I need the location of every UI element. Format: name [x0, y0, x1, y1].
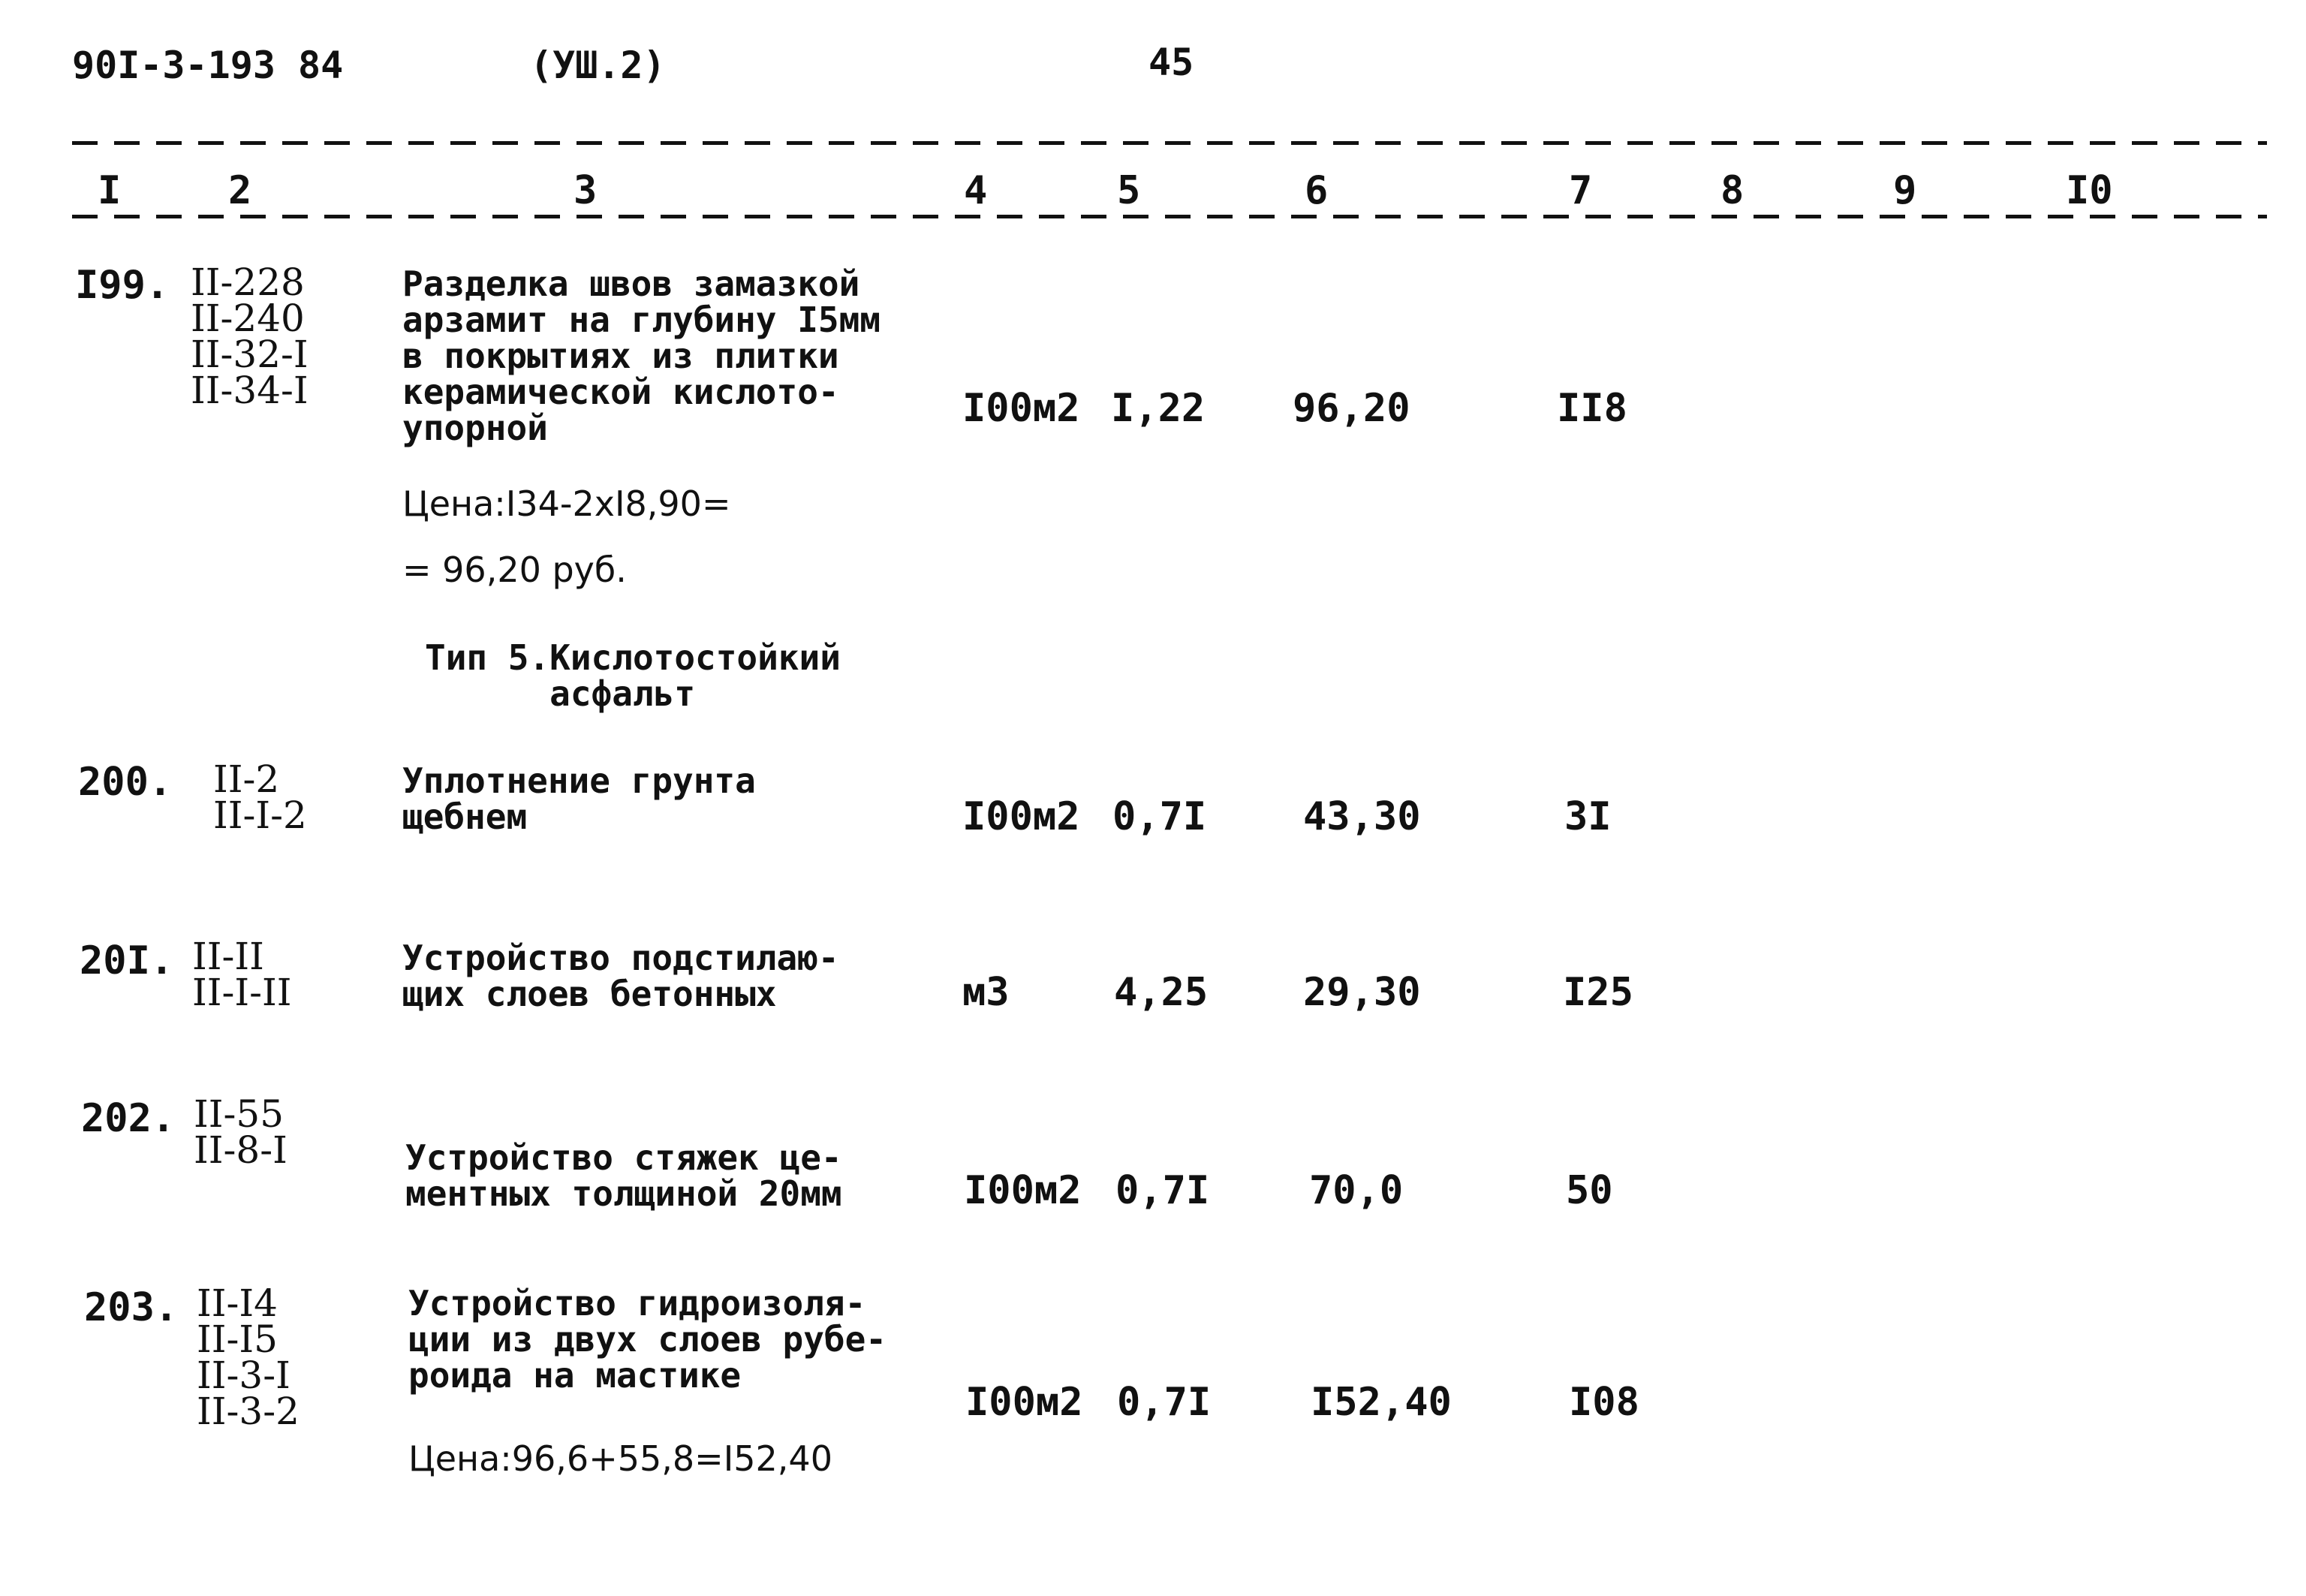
header-rule-top: [72, 141, 2267, 145]
quantity: 0,7I: [1117, 1380, 1212, 1425]
work-description: Устройство подстилаю- щих слоев бетонных: [402, 938, 839, 1014]
album-label: (УШ.2): [530, 44, 666, 87]
norm-codes: II-2 II-I-2: [213, 757, 307, 837]
row-number: 200.: [78, 760, 173, 805]
work-description: Устройство стяжек це- ментных толщиной 20мм: [405, 1137, 842, 1214]
norm-codes: II-II II-I-II: [192, 935, 292, 1014]
work-description: Разделка швов замазкой арзамит на глубину I5мм в покрытиях из плитки керамической кислото- упорной: [402, 263, 881, 448]
column-header-10: I0: [2066, 168, 2113, 213]
unit: I00м2: [962, 794, 1080, 839]
header-rule-bottom: [72, 215, 2267, 218]
section-title: Тип 5.Кислотостойкий асфальт: [425, 637, 841, 714]
column-header-9: 9: [1893, 168, 1917, 213]
norm-codes: II-228 II-240 II-32-I II-34-I: [191, 260, 309, 412]
column-header-4: 4: [964, 168, 988, 213]
price-calculation: Цена:I34-2xI8,90=: [402, 483, 731, 524]
unit: I00м2: [964, 1168, 1082, 1213]
work-description: Устройство гидроизоля- ции из двух слоев рубе- роида на мастике: [408, 1283, 887, 1396]
norm-codes: II-55 II-8-I: [194, 1092, 287, 1172]
row-number: 202.: [81, 1096, 176, 1141]
labor-cost: 50: [1566, 1168, 1613, 1213]
quantity: 0,7I: [1112, 794, 1207, 839]
column-header-1: I: [98, 168, 122, 213]
unit-price: I52,40: [1311, 1380, 1452, 1425]
unit-price: 96,20: [1293, 386, 1410, 431]
row-number: I99.: [75, 263, 170, 308]
page-number: 45: [1148, 41, 1194, 84]
labor-cost: II8: [1557, 386, 1627, 431]
quantity: I,22: [1111, 386, 1206, 431]
column-header-3: 3: [573, 168, 598, 213]
column-header-6: 6: [1305, 168, 1329, 213]
column-header-2: 2: [228, 168, 252, 213]
labor-cost: 3I: [1564, 794, 1612, 839]
quantity: 4,25: [1114, 970, 1209, 1015]
column-header-5: 5: [1117, 168, 1141, 213]
unit: I00м2: [962, 386, 1080, 431]
unit: I00м2: [965, 1380, 1083, 1425]
norm-codes: II-I4 II-I5 II-3-I II-3-2: [197, 1281, 300, 1433]
column-header-8: 8: [1720, 168, 1745, 213]
work-description: Уплотнение грунта щебнем: [402, 760, 756, 837]
labor-cost: I08: [1569, 1380, 1639, 1425]
row-number: 20I.: [80, 938, 174, 983]
quantity: 0,7I: [1115, 1168, 1210, 1213]
price-calculation: Цена:96,6+55,8=I52,40: [408, 1438, 832, 1479]
column-header-7: 7: [1569, 168, 1593, 213]
price-result: = 96,20 руб.: [402, 550, 627, 590]
unit: м3: [962, 970, 1010, 1015]
unit-price: 43,30: [1303, 794, 1421, 839]
labor-cost: I25: [1563, 970, 1633, 1015]
row-number: 203.: [84, 1285, 179, 1330]
unit-price: 29,30: [1303, 970, 1421, 1015]
document-code: 90I-3-193 84: [72, 44, 344, 87]
unit-price: 70,0: [1309, 1168, 1404, 1213]
